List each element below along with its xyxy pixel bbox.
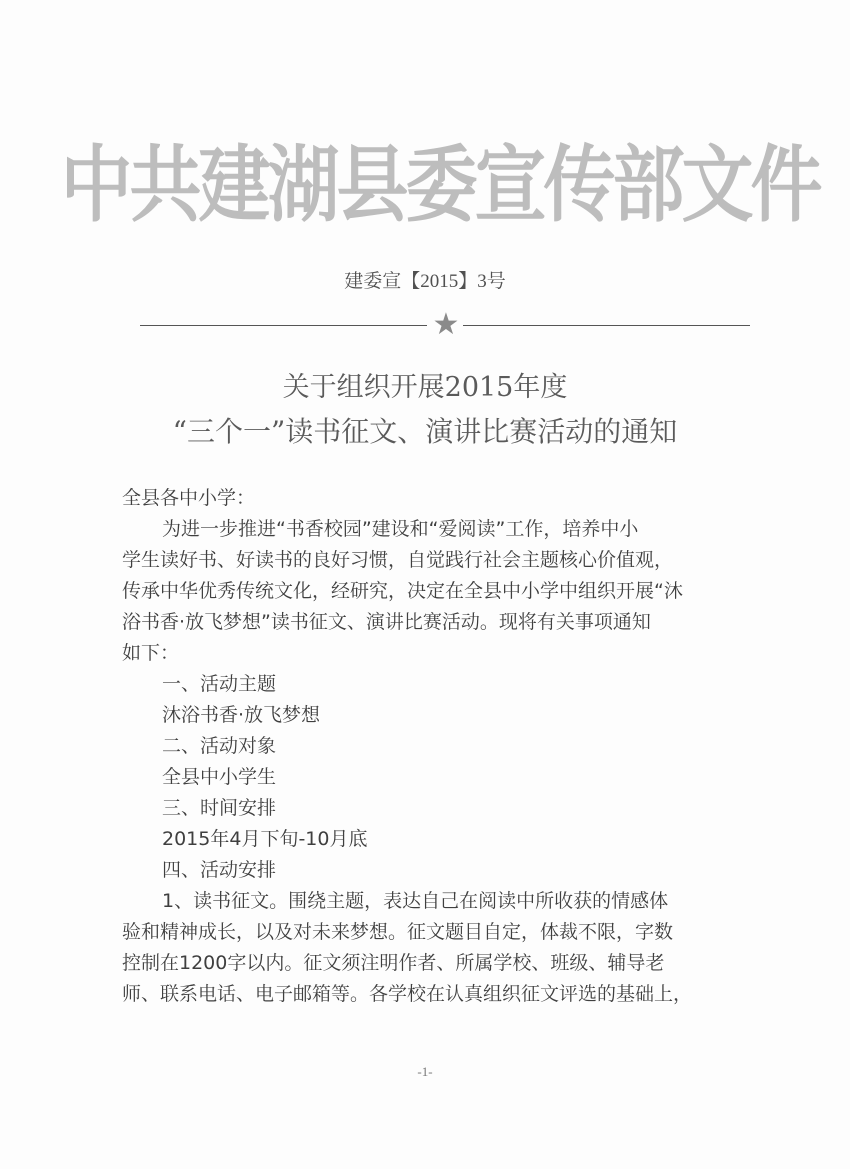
notice-title-line2: “三个一”读书征文、演讲比赛活动的通知	[172, 415, 678, 448]
section-heading: 三、时间安排	[162, 797, 277, 819]
section-heading: 二、活动对象	[162, 735, 277, 757]
document-header-title: 中共建湖县委宣传部文件	[60, 135, 820, 233]
body-line: 浴书香·放飞梦想”读书征文、演讲比赛活动。现将有关事项通知	[122, 611, 651, 633]
body-line: 学生读好书、好读书的良好习惯，自觉践行社会主题核心价值观，	[122, 549, 674, 571]
body-line: 2015年4月下旬-10月底	[162, 828, 368, 850]
document-number: 建委宣【2015】3号	[344, 271, 506, 292]
section-heading: 四、活动安排	[162, 859, 277, 881]
page-number: -1-	[417, 1064, 433, 1079]
body-line: 为进一步推进“书香校园”建设和“爱阅读”工作，培养中小	[162, 518, 639, 540]
section-heading: 一、活动主题	[162, 673, 277, 695]
body-line: 验和精神成长，以及对未来梦想。征文题目自定，体裁不限，字数	[122, 921, 674, 943]
body-line: 沐浴书香·放飞梦想	[162, 704, 321, 726]
notice-body	[122, 483, 762, 1010]
header-divider	[140, 307, 750, 342]
notice-title-line1: 关于组织开展2015年度	[282, 372, 568, 403]
body-line: 传承中华优秀传统文化，经研究，决定在全县中小学中组织开展“沐	[122, 580, 683, 602]
body-line: 如下：	[122, 642, 180, 664]
divider-line-left	[140, 325, 427, 326]
divider-line-right	[463, 325, 750, 326]
salutation: 全县各中小学：	[122, 487, 256, 509]
body-line: 1、读书征文。围绕主题，表达自己在阅读中所收获的情感体	[162, 890, 669, 912]
star-icon: ★	[432, 307, 460, 342]
body-line: 控制在1200字以内。征文须注明作者、所属学校、班级、辅导老	[122, 952, 665, 974]
body-line: 师、联系电话、电子邮箱等。各学校在认真组织征文评选的基础上，	[122, 983, 693, 1005]
body-line: 全县中小学生	[162, 766, 277, 788]
